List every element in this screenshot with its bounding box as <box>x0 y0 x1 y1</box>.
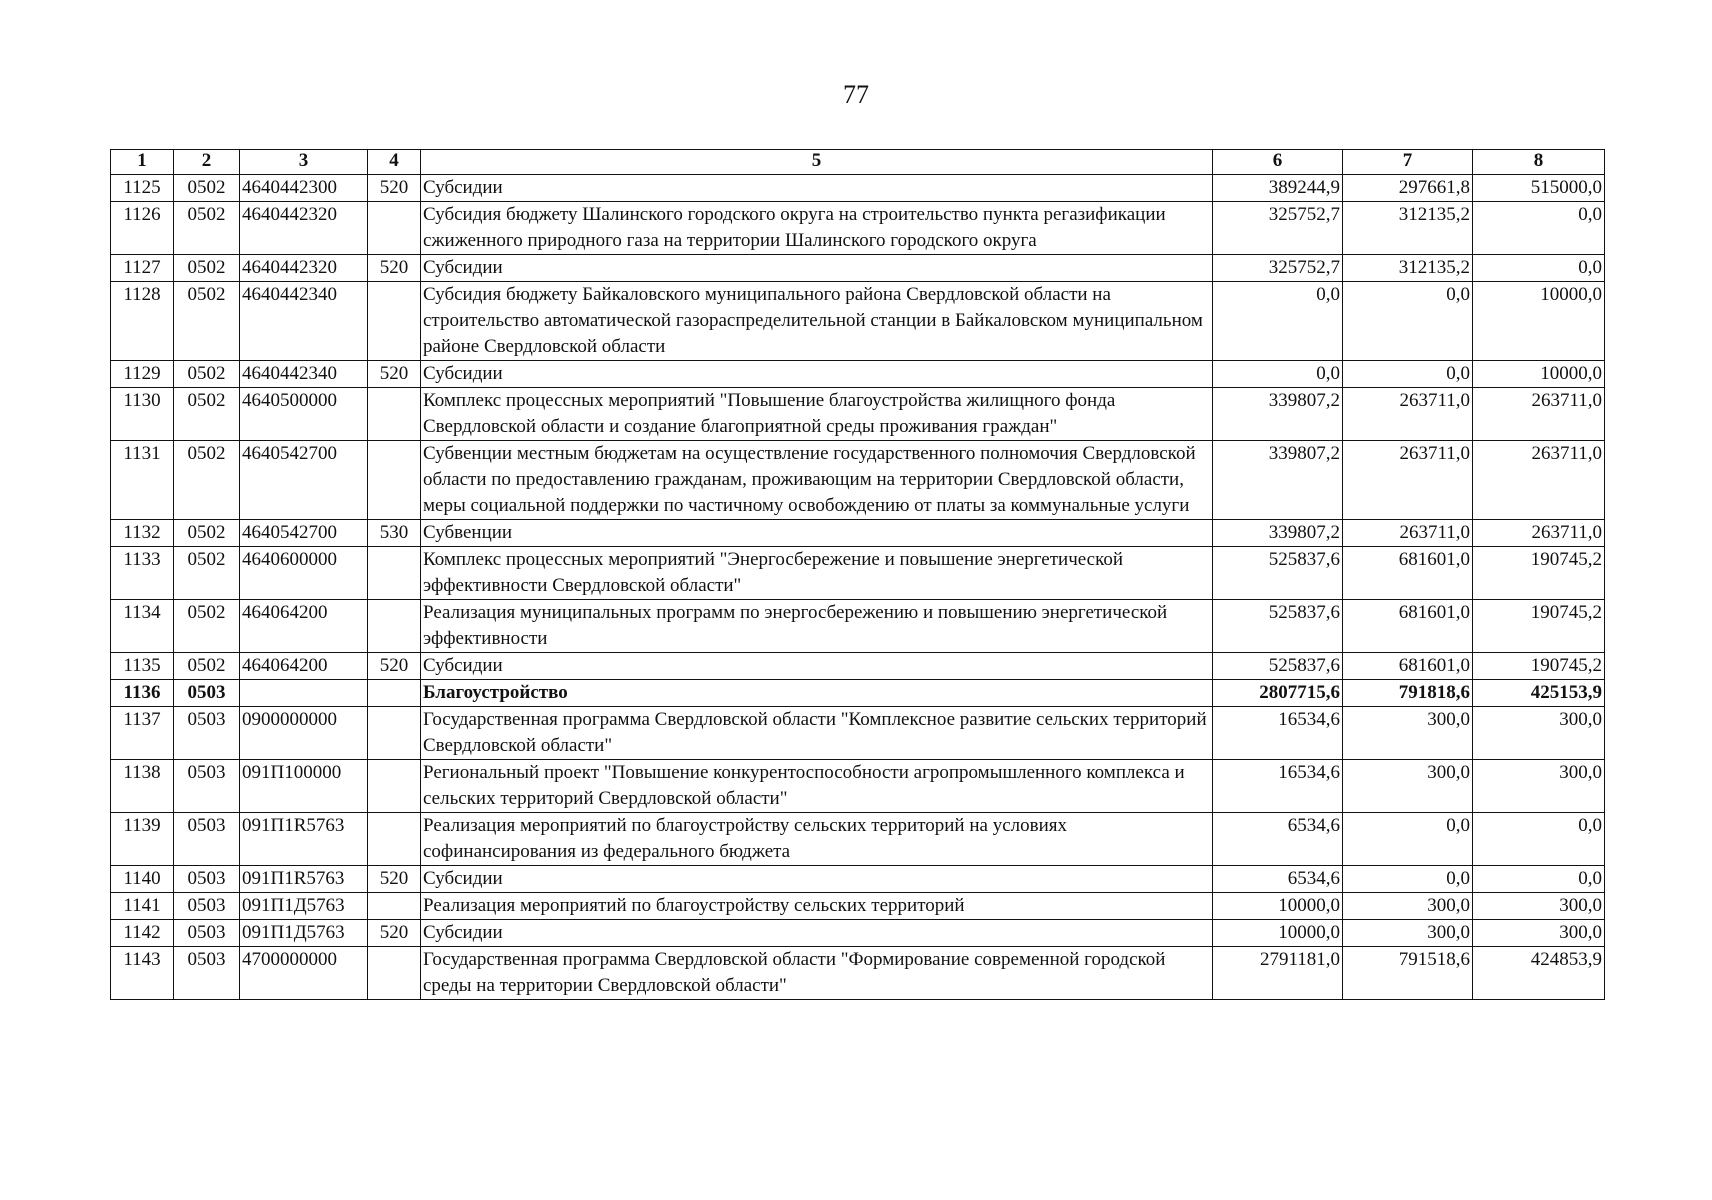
item-name-cell: Субсидии <box>421 175 1213 202</box>
amount-col6-cell: 325752,7 <box>1213 202 1343 255</box>
column-header: 5 <box>421 150 1213 175</box>
expense-type-cell <box>368 441 421 520</box>
section-code-cell: 0503 <box>174 707 240 760</box>
table-row <box>111 520 1605 547</box>
amount-col8-cell: 10000,0 <box>1473 282 1605 361</box>
amount-col7-cell: 312135,2 <box>1343 255 1473 282</box>
row-number-cell: 1126 <box>111 202 174 255</box>
amount-col8-cell: 0,0 <box>1473 813 1605 866</box>
column-header: 1 <box>111 150 174 175</box>
table-row <box>111 388 1605 441</box>
target-article-cell: 4640442320 <box>240 255 368 282</box>
section-code-cell: 0502 <box>174 547 240 600</box>
table-row <box>111 920 1605 947</box>
section-code-cell: 0503 <box>174 893 240 920</box>
item-name-cell: Субсидии <box>421 255 1213 282</box>
table-row <box>111 547 1605 600</box>
row-number-cell: 1127 <box>111 255 174 282</box>
item-name-cell: Субсидии <box>421 920 1213 947</box>
amount-col8-cell: 263711,0 <box>1473 441 1605 520</box>
expense-type-cell: 520 <box>368 653 421 680</box>
column-header: 2 <box>174 150 240 175</box>
row-number-cell: 1133 <box>111 547 174 600</box>
expense-type-cell <box>368 282 421 361</box>
target-article-cell: 4640542700 <box>240 441 368 520</box>
amount-col7-cell: 681601,0 <box>1343 653 1473 680</box>
target-article-cell: 091П1R5763 <box>240 866 368 893</box>
item-name-cell: Субсидия бюджету Байкаловского муниципального района Свердловской области на строительство автоматической газораспределительной станции в Байкаловском муниципальном районе Свердловской области <box>421 282 1213 361</box>
amount-col8-cell: 300,0 <box>1473 707 1605 760</box>
amount-col7-cell: 300,0 <box>1343 760 1473 813</box>
expense-type-cell: 520 <box>368 361 421 388</box>
column-header: 6 <box>1213 150 1343 175</box>
amount-col8-cell: 300,0 <box>1473 760 1605 813</box>
expense-type-cell <box>368 600 421 653</box>
section-code-cell: 0503 <box>174 760 240 813</box>
section-code-cell: 0502 <box>174 282 240 361</box>
item-name-cell: Субвенции местным бюджетам на осуществление государственного полномочия Свердловской области по предоставлению гражданам, проживающим на территории Свердловской области, меры социальной поддержки по частичному освобождению от платы за коммунальные услуги <box>421 441 1213 520</box>
target-article-cell <box>240 680 368 707</box>
section-code-cell: 0502 <box>174 255 240 282</box>
amount-col7-cell: 791818,6 <box>1343 680 1473 707</box>
row-number-cell: 1128 <box>111 282 174 361</box>
section-code-cell: 0502 <box>174 653 240 680</box>
amount-col8-cell: 300,0 <box>1473 893 1605 920</box>
table-row <box>111 893 1605 920</box>
amount-col8-cell: 190745,2 <box>1473 600 1605 653</box>
expense-type-cell: 520 <box>368 175 421 202</box>
row-number-cell: 1131 <box>111 441 174 520</box>
target-article-cell: 4640442340 <box>240 282 368 361</box>
amount-col6-cell: 2791181,0 <box>1213 947 1343 1000</box>
expense-type-cell <box>368 388 421 441</box>
item-name-cell: Реализация мероприятий по благоустройству сельских территорий на условиях софинансирования из федерального бюджета <box>421 813 1213 866</box>
amount-col8-cell: 0,0 <box>1473 255 1605 282</box>
row-number-cell: 1140 <box>111 866 174 893</box>
amount-col7-cell: 0,0 <box>1343 866 1473 893</box>
row-number-cell: 1129 <box>111 361 174 388</box>
table-row <box>111 760 1605 813</box>
amount-col8-cell: 424853,9 <box>1473 947 1605 1000</box>
amount-col8-cell: 0,0 <box>1473 866 1605 893</box>
section-code-cell: 0502 <box>174 441 240 520</box>
table-header-row <box>111 150 1605 175</box>
table-row <box>111 653 1605 680</box>
amount-col7-cell: 0,0 <box>1343 813 1473 866</box>
amount-col8-cell: 263711,0 <box>1473 520 1605 547</box>
item-name-cell: Субвенции <box>421 520 1213 547</box>
row-number-cell: 1125 <box>111 175 174 202</box>
expense-type-cell <box>368 202 421 255</box>
table-row <box>111 813 1605 866</box>
amount-col6-cell: 16534,6 <box>1213 760 1343 813</box>
section-code-cell: 0503 <box>174 947 240 1000</box>
expense-type-cell: 520 <box>368 920 421 947</box>
expense-type-cell: 530 <box>368 520 421 547</box>
expense-type-cell <box>368 680 421 707</box>
table-row <box>111 202 1605 255</box>
row-number-cell: 1141 <box>111 893 174 920</box>
amount-col8-cell: 300,0 <box>1473 920 1605 947</box>
row-number-cell: 1142 <box>111 920 174 947</box>
expense-type-cell <box>368 760 421 813</box>
amount-col6-cell: 0,0 <box>1213 282 1343 361</box>
expense-type-cell <box>368 547 421 600</box>
table-row <box>111 255 1605 282</box>
amount-col7-cell: 681601,0 <box>1343 547 1473 600</box>
expense-type-cell <box>368 707 421 760</box>
item-name-cell: Субсидия бюджету Шалинского городского округа на строительство пункта регазификации сжиженного природного газа на территории Шалинского городского округа <box>421 202 1213 255</box>
item-name-cell: Комплекс процессных мероприятий "Энергосбережение и повышение энергетической эффективности Свердловской области" <box>421 547 1213 600</box>
section-code-cell: 0502 <box>174 600 240 653</box>
target-article-cell: 091П1R5763 <box>240 813 368 866</box>
section-code-cell: 0502 <box>174 361 240 388</box>
table-row <box>111 361 1605 388</box>
target-article-cell: 4700000000 <box>240 947 368 1000</box>
target-article-cell: 091П100000 <box>240 760 368 813</box>
amount-col7-cell: 297661,8 <box>1343 175 1473 202</box>
target-article-cell: 4640442300 <box>240 175 368 202</box>
item-name-cell: Благоустройство <box>421 680 1213 707</box>
section-code-cell: 0502 <box>174 175 240 202</box>
amount-col6-cell: 10000,0 <box>1213 893 1343 920</box>
amount-col7-cell: 263711,0 <box>1343 441 1473 520</box>
table-body <box>111 175 1605 1000</box>
table-row <box>111 707 1605 760</box>
amount-col7-cell: 300,0 <box>1343 893 1473 920</box>
row-number-cell: 1136 <box>111 680 174 707</box>
section-code-cell: 0502 <box>174 388 240 441</box>
row-number-cell: 1132 <box>111 520 174 547</box>
row-number-cell: 1137 <box>111 707 174 760</box>
target-article-cell: 0900000000 <box>240 707 368 760</box>
amount-col7-cell: 312135,2 <box>1343 202 1473 255</box>
row-number-cell: 1135 <box>111 653 174 680</box>
target-article-cell: 4640500000 <box>240 388 368 441</box>
amount-col6-cell: 6534,6 <box>1213 866 1343 893</box>
expense-type-cell <box>368 947 421 1000</box>
amount-col7-cell: 791518,6 <box>1343 947 1473 1000</box>
section-code-cell: 0503 <box>174 813 240 866</box>
amount-col8-cell: 263711,0 <box>1473 388 1605 441</box>
amount-col6-cell: 2807715,6 <box>1213 680 1343 707</box>
item-name-cell: Государственная программа Свердловской области "Комплексное развитие сельских территорий Свердловской области" <box>421 707 1213 760</box>
amount-col8-cell: 0,0 <box>1473 202 1605 255</box>
amount-col7-cell: 263711,0 <box>1343 520 1473 547</box>
target-article-cell: 464064200 <box>240 600 368 653</box>
expense-type-cell <box>368 893 421 920</box>
amount-col7-cell: 263711,0 <box>1343 388 1473 441</box>
row-number-cell: 1139 <box>111 813 174 866</box>
row-number-cell: 1134 <box>111 600 174 653</box>
expense-type-cell <box>368 813 421 866</box>
amount-col6-cell: 16534,6 <box>1213 707 1343 760</box>
amount-col8-cell: 190745,2 <box>1473 547 1605 600</box>
column-header: 7 <box>1343 150 1473 175</box>
target-article-cell: 4640442320 <box>240 202 368 255</box>
table-row <box>111 866 1605 893</box>
amount-col7-cell: 300,0 <box>1343 707 1473 760</box>
amount-col8-cell: 515000,0 <box>1473 175 1605 202</box>
amount-col6-cell: 339807,2 <box>1213 520 1343 547</box>
row-number-cell: 1143 <box>111 947 174 1000</box>
budget-table <box>110 149 1605 1000</box>
amount-col6-cell: 0,0 <box>1213 361 1343 388</box>
page-number: 77 <box>843 80 869 109</box>
amount-col8-cell: 190745,2 <box>1473 653 1605 680</box>
table-row <box>111 947 1605 1000</box>
amount-col7-cell: 681601,0 <box>1343 600 1473 653</box>
amount-col6-cell: 6534,6 <box>1213 813 1343 866</box>
table-row <box>111 441 1605 520</box>
item-name-cell: Региональный проект "Повышение конкурентоспособности агропромышленного комплекса и сельских территорий Свердловской области" <box>421 760 1213 813</box>
target-article-cell: 091П1Д5763 <box>240 920 368 947</box>
amount-col6-cell: 339807,2 <box>1213 441 1343 520</box>
item-name-cell: Реализация мероприятий по благоустройству сельских территорий <box>421 893 1213 920</box>
column-header: 4 <box>368 150 421 175</box>
item-name-cell: Реализация муниципальных программ по энергосбережению и повышению энергетической эффективности <box>421 600 1213 653</box>
target-article-cell: 091П1Д5763 <box>240 893 368 920</box>
amount-col6-cell: 339807,2 <box>1213 388 1343 441</box>
table-row <box>111 600 1605 653</box>
target-article-cell: 4640542700 <box>240 520 368 547</box>
amount-col6-cell: 525837,6 <box>1213 600 1343 653</box>
item-name-cell: Государственная программа Свердловской области "Формирование современной городской среды на территории Свердловской области" <box>421 947 1213 1000</box>
row-number-cell: 1130 <box>111 388 174 441</box>
column-header: 8 <box>1473 150 1605 175</box>
item-name-cell: Субсидии <box>421 361 1213 388</box>
table-row <box>111 175 1605 202</box>
expense-type-cell: 520 <box>368 255 421 282</box>
target-article-cell: 4640442340 <box>240 361 368 388</box>
table-row <box>111 680 1605 707</box>
section-code-cell: 0502 <box>174 520 240 547</box>
row-number-cell: 1138 <box>111 760 174 813</box>
amount-col7-cell: 300,0 <box>1343 920 1473 947</box>
amount-col7-cell: 0,0 <box>1343 361 1473 388</box>
amount-col7-cell: 0,0 <box>1343 282 1473 361</box>
item-name-cell: Комплекс процессных мероприятий "Повышение благоустройства жилищного фонда Свердловской области и создание благоприятной среды проживания граждан" <box>421 388 1213 441</box>
target-article-cell: 464064200 <box>240 653 368 680</box>
table-row <box>111 282 1605 361</box>
amount-col6-cell: 525837,6 <box>1213 547 1343 600</box>
column-header: 3 <box>240 150 368 175</box>
section-code-cell: 0502 <box>174 202 240 255</box>
amount-col6-cell: 325752,7 <box>1213 255 1343 282</box>
amount-col6-cell: 10000,0 <box>1213 920 1343 947</box>
target-article-cell: 4640600000 <box>240 547 368 600</box>
expense-type-cell: 520 <box>368 866 421 893</box>
section-code-cell: 0503 <box>174 680 240 707</box>
amount-col6-cell: 389244,9 <box>1213 175 1343 202</box>
item-name-cell: Субсидии <box>421 866 1213 893</box>
amount-col6-cell: 525837,6 <box>1213 653 1343 680</box>
amount-col8-cell: 10000,0 <box>1473 361 1605 388</box>
amount-col8-cell: 425153,9 <box>1473 680 1605 707</box>
section-code-cell: 0503 <box>174 866 240 893</box>
section-code-cell: 0503 <box>174 920 240 947</box>
item-name-cell: Субсидии <box>421 653 1213 680</box>
